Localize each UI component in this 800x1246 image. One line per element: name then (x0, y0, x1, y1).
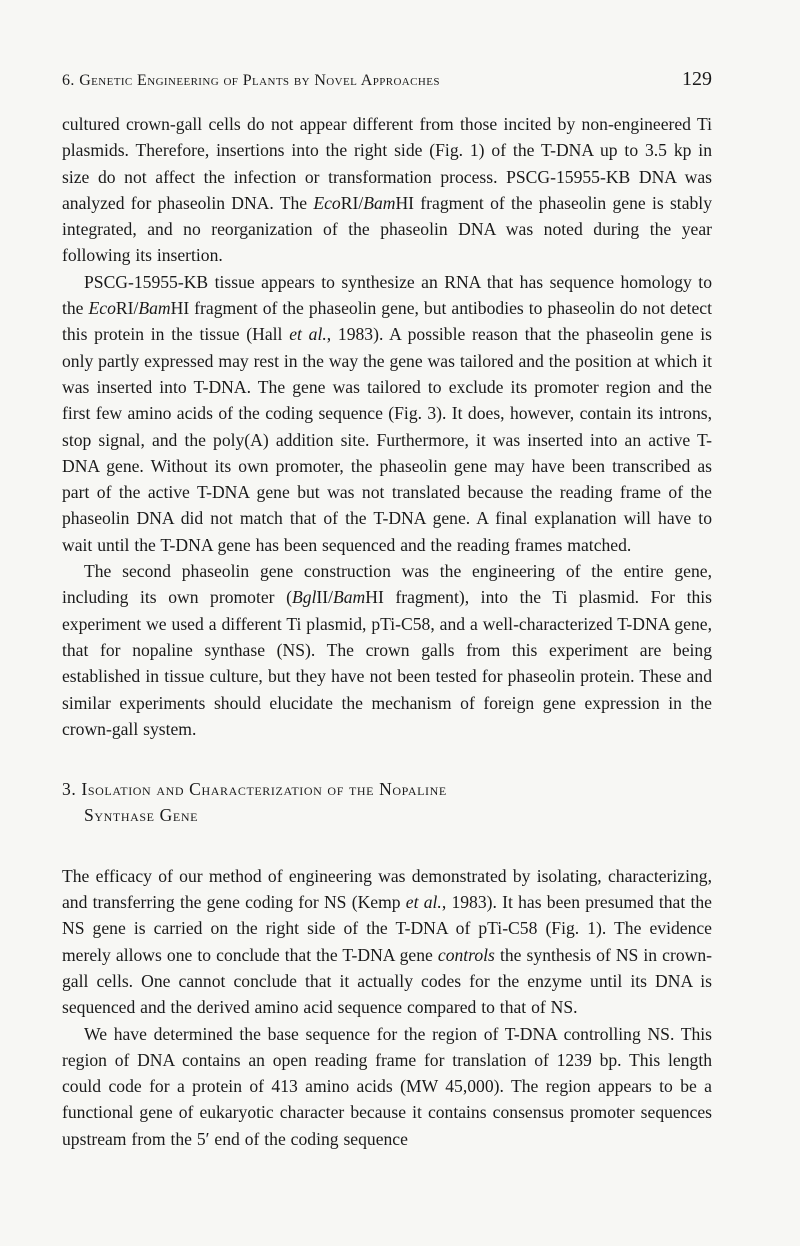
page-number: 129 (682, 68, 712, 90)
italic-run: Bam (333, 587, 366, 608)
section-heading-line-1: 3. Isolation and Characterization of the Nopaline (62, 779, 447, 800)
italic-run: et al. (289, 324, 327, 345)
paragraph-4: The efficacy of our method of engineering was demonstrated by isolating, characterizing, and transferring the gene coding for NS (Kemp et al., 1983). It has been presumed that the NS gene is carried on the right side of the T-DNA of pTi-C58 (Fig. 1). The evidence merely allows one to conclude that the T-DNA gene controls the synthesis of NS in crown-gall cells. One cannot conclude that it actually codes for the enzyme until its DNA is sequenced and the derived amino acid sequence compared to that of NS. (62, 865, 712, 1018)
italic-run: Bam (138, 298, 171, 319)
italic-run: controls (437, 944, 495, 965)
paragraph-1: cultured crown-gall cells do not appear different from those incited by non-engineered Ti plasmids. Therefore, insertions into the right side (Fig. 1) of the T-DNA up to 3.5 kp in size do not affect the infection or transformation process. PSCG-15955-KB DNA was analyzed for phaseolin DNA. The EcoRI/BamHI fragment of the phaseolin gene is stably integrated, and no reorganization of the phaseolin DNA was noted during the year following its insertion. (62, 114, 712, 266)
running-title: 6. Genetic Engineering of Plants by Novel Approaches (62, 72, 440, 89)
section-heading-line-2: Synthase Gene (84, 805, 199, 826)
page (62, 68, 712, 1152)
italic-run: Bam (363, 192, 396, 213)
italic-run: Bgl (291, 587, 317, 608)
running-head (62, 68, 712, 91)
paragraph-3: The second phaseolin gene construction was the engineering of the entire gene, including its own promoter (BglII/BamHI fragment), into the Ti plasmid. For this experiment we used a different Ti plasmid, pTi-C58, and a well-characterized T-DNA gene, that for nopaline synthase (NS). The crown galls from this experiment are being established in tissue culture, but they have not been tested for phaseolin protein. These and similar experiments should elucidate the mechanism of foreign gene expression in the crown-gall system. (62, 561, 712, 739)
section-heading (62, 776, 712, 829)
paragraph-2: PSCG-15955-KB tissue appears to synthesize an RNA that has sequence homology to the EcoRI/BamHI fragment of the phaseolin gene, but antibodies to phaseolin do not detect this protein in the tissue (Hall et al., 1983). A possible reason that the phaseolin gene is only partly expressed may rest in the way the gene was tailored and the position at which it was inserted into T-DNA. The gene was tailored to exclude its promoter region and the first few amino acids of the coding sequence (Fig. 3). It does, however, contain its introns, stop signal, and the poly(A) addition site. Furthermore, it was inserted into an active T-DNA gene. Without its own promoter, the phaseolin gene may have been transcribed as part of the active T-DNA gene but was not translated because the reading frame of the phaseolin DNA did not match that of the T-DNA gene. A final explanation will have to wait until the T-DNA gene has been sequenced and the reading frames matched. (62, 271, 713, 555)
italic-run: et al. (405, 892, 442, 913)
italic-run: Eco (313, 192, 341, 213)
paragraph-5: We have determined the base sequence for the region of T-DNA controlling NS. This region of DNA contains an open reading frame for translation of 1239 bp. This length could code for a protein of 413 amino acids (MW 45,000). The region appears to be a functional gene of eukaryotic character because it contains consensus promoter sequences upstream from the 5′ end of the coding sequence (62, 1023, 712, 1149)
italic-run: Eco (88, 298, 116, 319)
